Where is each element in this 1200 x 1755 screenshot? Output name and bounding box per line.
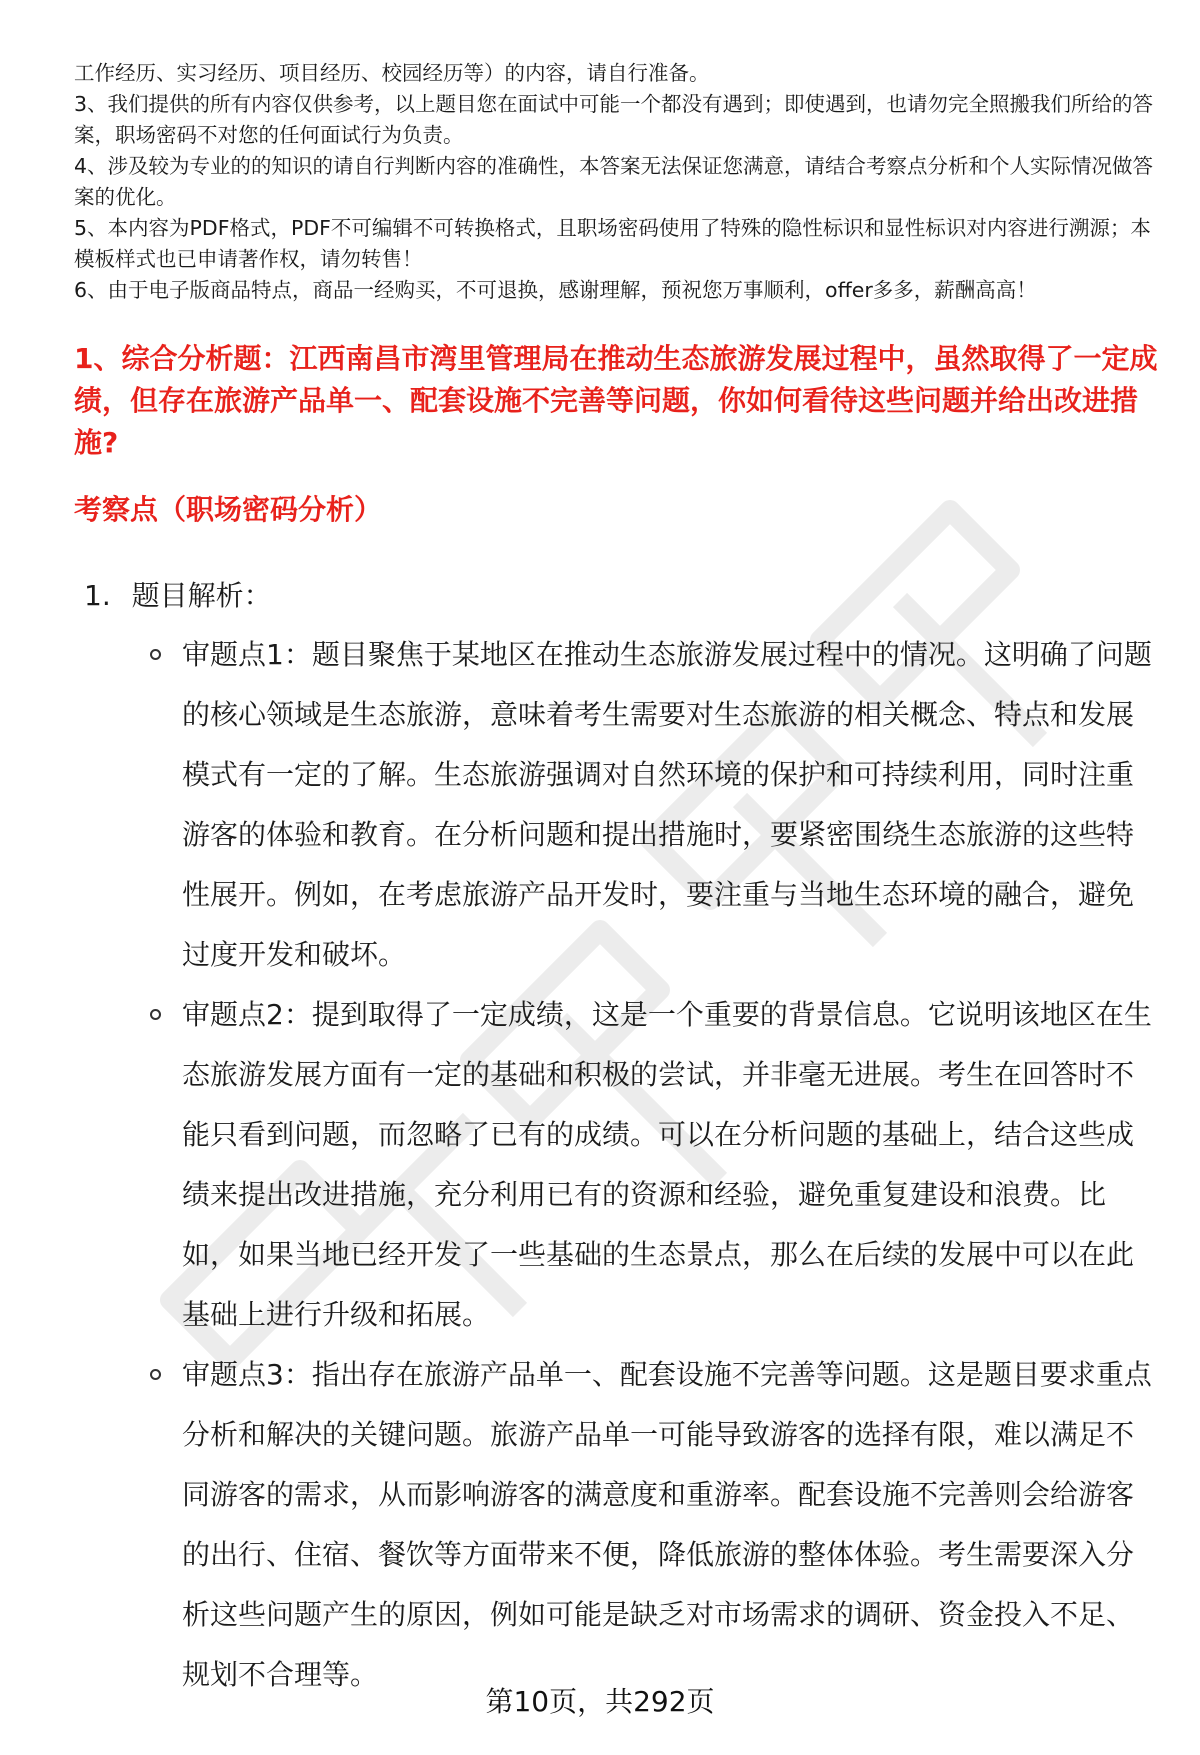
disclaimer-line: 3、我们提供的所有内容仅供参考，以上题目您在面试中可能一个都没有遇到；即使遇到，也请勿完全照搬我们所给的答案，职场密码不对您的任何面试行为负责。 [74, 92, 1154, 147]
disclaimer-line: 6、由于电子版商品特点，商品一经购买，不可退换，感谢理解，预祝您万事顺利，offer多多，薪酬高高！ [74, 278, 1037, 302]
disclaimer-notes [74, 58, 1164, 306]
list-item [150, 1345, 1160, 1705]
disclaimer-line: 4、涉及较为专业的的知识的请自行判断内容的准确性，本答案无法保证您满意，请结合考察点分析和个人实际情况做答案的优化。 [74, 154, 1154, 209]
disclaimer-line: 5、本内容为PDF格式，PDF不可编辑不可转换格式，且职场密码使用了特殊的隐性标识和显性标识对内容进行溯源；本模板样式也已申请著作权，请勿转售！ [74, 216, 1151, 271]
question-heading: 1、综合分析题：江西南昌市湾里管理局在推动生态旅游发展过程中，虽然取得了一定成绩，但存在旅游产品单一、配套设施不完善等问题，你如何看待这些问题并给出改进措施? [74, 342, 1158, 459]
point-text: 审题点1：题目聚焦于某地区在推动生态旅游发展过程中的情况。这明确了问题的核心领域是生态旅游，意味着考生需要对生态旅游的相关概念、特点和发展模式有一定的了解。生态旅游强调对自然环境的保护和可持续利用，同时注重游客的体验和教育。在分析问题和提出措施时，要紧密围绕生态旅游的这些特性展开。例如，在考虑旅游产品开发时，要注重与当地生态环境的融合，避免过度开发和破坏。 [182, 638, 1152, 971]
point-text: 审题点2：提到取得了一定成绩，这是一个重要的背景信息。它说明该地区在生态旅游发展方面有一定的基础和积极的尝试，并非毫无进展。考生在回答时不能只看到问题，而忽略了已有的成绩。可以在分析问题的基础上，结合这些成绩来提出改进措施，充分利用已有的资源和经验，避免重复建设和浪费。比如，如果当地已经开发了一些基础的生态景点，那么在后续的发展中可以在此基础上进行升级和拓展。 [182, 998, 1152, 1331]
disclaimer-line: 工作经历、实习经历、项目经历、校园经历等）的内容，请自行准备。 [74, 61, 710, 85]
hollow-circle-bullet-icon [150, 649, 161, 660]
analysis-points [150, 625, 1160, 1705]
section-title: 考察点（职场密码分析） [74, 493, 383, 526]
hollow-circle-bullet-icon [150, 1009, 161, 1020]
list-item [150, 985, 1160, 1345]
hollow-circle-bullet-icon [150, 1369, 161, 1380]
analysis-number: 1. [84, 579, 111, 612]
analysis-title: 题目解析： [131, 579, 272, 612]
page-footer: 第10页，共292页 [485, 1685, 715, 1718]
list-item [150, 625, 1160, 985]
point-text: 审题点3：指出存在旅游产品单一、配套设施不完善等问题。这是题目要求重点分析和解决的关键问题。旅游产品单一可能导致游客的选择有限，难以满足不同游客的需求，从而影响游客的满意度和重游率。配套设施不完善则会给游客的出行、住宿、餐饮等方面带来不便，降低旅游的整体体验。考生需要深入分析这些问题产生的原因，例如可能是缺乏对市场需求的调研、资金投入不足、规划不合理等。 [182, 1358, 1152, 1691]
analysis-heading [84, 566, 1174, 626]
